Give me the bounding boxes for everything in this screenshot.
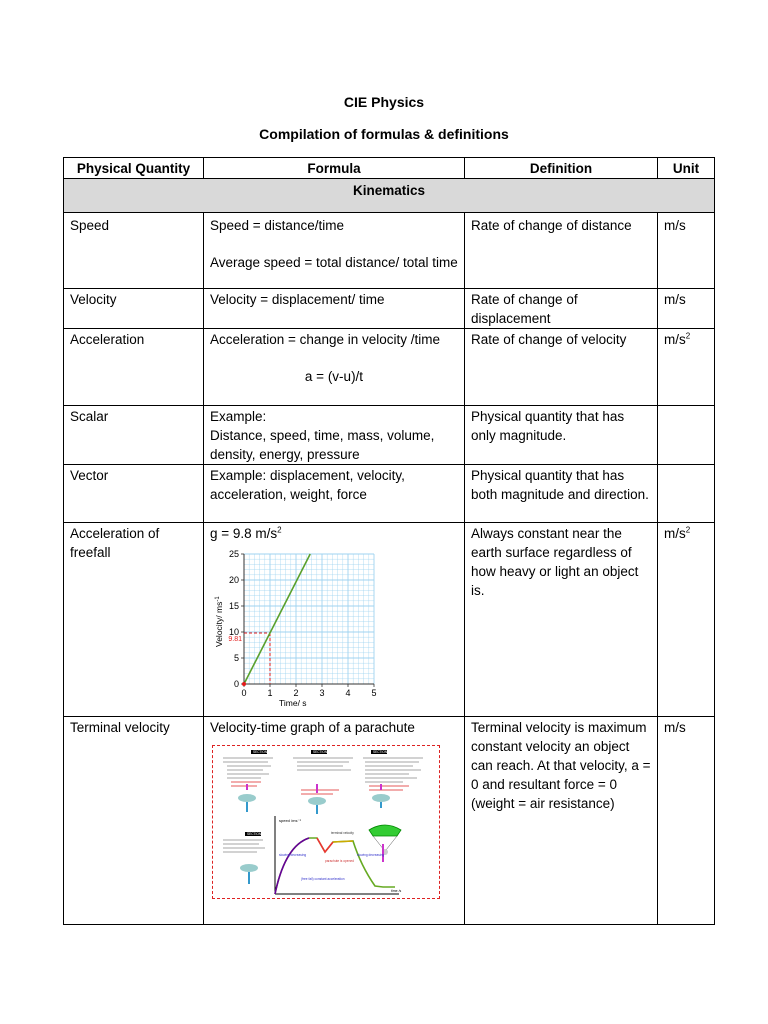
quantity-cell: Vector (64, 465, 204, 523)
section-label: SECTION C (373, 750, 391, 754)
x-tick-label: 1 (267, 688, 273, 698)
table-row (64, 465, 715, 523)
velocity-time-chart (208, 546, 378, 714)
skydiver-icon (308, 784, 326, 814)
parachute-graph (213, 746, 439, 898)
x-tick-label: 0 (241, 688, 247, 698)
unit-exponent: 2 (685, 331, 691, 341)
formula-cell (204, 717, 465, 925)
y-tick-label: 20 (228, 575, 239, 585)
column-header: Formula (204, 158, 465, 179)
unit-cell (658, 329, 715, 406)
definition-cell: Rate of change of velocity (465, 329, 658, 406)
y-tick-label: 0 (233, 679, 239, 689)
y-tick-label: 5 (233, 653, 239, 663)
quantity-cell: Acceleration of freefall (64, 523, 204, 717)
curve-label: parachute is opened (325, 859, 354, 863)
x-tick-label: 5 (371, 688, 377, 698)
section-label: SECTION B (313, 750, 331, 754)
parachute-graph-image (212, 745, 440, 899)
x-tick-label: 2 (293, 688, 299, 698)
formula-text: Velocity-time graph of a parachute (210, 720, 415, 735)
axis-label: speed /ms⁻¹ (279, 818, 301, 823)
x-axis-label: Time/ s (279, 698, 307, 708)
document-title: CIE Physics (343, 94, 425, 110)
document-subtitle: Compilation of formulas & definitions (259, 126, 509, 142)
column-header: Definition (465, 158, 658, 179)
formula-text: Speed = distance/time (210, 218, 344, 233)
table-row (64, 523, 715, 717)
column-header: Physical Quantity (64, 158, 204, 179)
section-title: Kinematics (64, 179, 715, 213)
formula-text: a = (v-u)/t (304, 369, 364, 384)
unit-cell (658, 406, 715, 465)
formula-cell: Velocity = displacement/ time (204, 289, 465, 329)
curve-label: terminal velocity (331, 831, 354, 835)
skydiver-icon (372, 784, 390, 808)
formula-cell (204, 329, 465, 406)
section-label: SECTION A (253, 750, 271, 754)
table-row (64, 289, 715, 329)
quantity-cell: Terminal velocity (64, 717, 204, 925)
unit-text: m/s (664, 332, 686, 347)
definition-cell: Rate of change of distance (465, 213, 658, 289)
unit-cell: m/s (658, 289, 715, 329)
column-header: Unit (658, 158, 715, 179)
skydiver-icon (238, 784, 256, 812)
formula-cell (204, 523, 465, 717)
formula-text: Acceleration = change in velocity /time (210, 332, 440, 347)
annotation-label: 9.81 (228, 635, 242, 643)
formula-text: Average speed = total distance/ total time (210, 255, 458, 270)
origin-point (242, 682, 246, 686)
x-tick-label: 3 (319, 688, 325, 698)
curve-label: (free fall) constant acceleration (301, 877, 345, 881)
speed-curve-segment (317, 838, 333, 852)
speed-curve (275, 838, 395, 894)
formula-text: g = 9.8 $m/s^2$ (210, 525, 282, 541)
definition-cell: Rate of change of displacement (465, 289, 658, 329)
unit-text: m/s (664, 526, 686, 541)
quantity-cell: Speed (64, 213, 204, 289)
formula-table (63, 157, 715, 925)
formula-cell (204, 406, 465, 465)
curve-label: slowing decreasing (357, 853, 385, 857)
quantity-cell: Acceleration (64, 329, 204, 406)
formula-text: Distance, speed, time, mass, volume, density, energy, pressure (210, 428, 435, 462)
unit-cell: m/s (658, 717, 715, 925)
definition-cell: Terminal velocity is maximum constant velocity an object can reach. At that velocity, a = 0 and resultant force = 0 (weight = air resistance) (465, 717, 658, 925)
formula-text: Example: (210, 409, 267, 424)
x-tick-label: 4 (345, 688, 351, 698)
y-tick-label: 25 (228, 549, 239, 559)
skydiver-icon (240, 864, 258, 884)
table-row (64, 717, 715, 925)
y-tick-label: 10 (228, 627, 239, 637)
section-row (64, 179, 715, 213)
table-row (64, 213, 715, 289)
axis-label: time /s (391, 889, 402, 893)
table-header-row (64, 158, 715, 179)
definition-cell: Physical quantity that has only magnitude. (465, 406, 658, 465)
speed-curve-segment (333, 841, 353, 842)
formula-cell (204, 213, 465, 289)
formula-cell: Example: displacement, velocity, acceleration, weight, force (204, 465, 465, 523)
definition-cell: Always constant near the earth surface regardless of how heavy or light an object is. (465, 523, 658, 717)
series-line (244, 554, 310, 684)
quantity-cell: Velocity (64, 289, 204, 329)
curve-label: slowing decreasing (279, 853, 307, 857)
table-row (64, 329, 715, 406)
section-label: SECTION D (247, 832, 265, 836)
quantity-cell: Scalar (64, 406, 204, 465)
unit-cell: m/s (658, 213, 715, 289)
unit-cell (658, 465, 715, 523)
speed-curve-segment (275, 838, 309, 894)
y-tick-label: 15 (228, 601, 239, 611)
table-row (64, 406, 715, 465)
unit-exponent: 2 (685, 525, 691, 535)
definition-cell: Physical quantity that has both magnitude and direction. (465, 465, 658, 523)
unit-cell (658, 523, 715, 717)
y-axis-label: Velocity/ $ms^{-1}$ (214, 596, 224, 647)
